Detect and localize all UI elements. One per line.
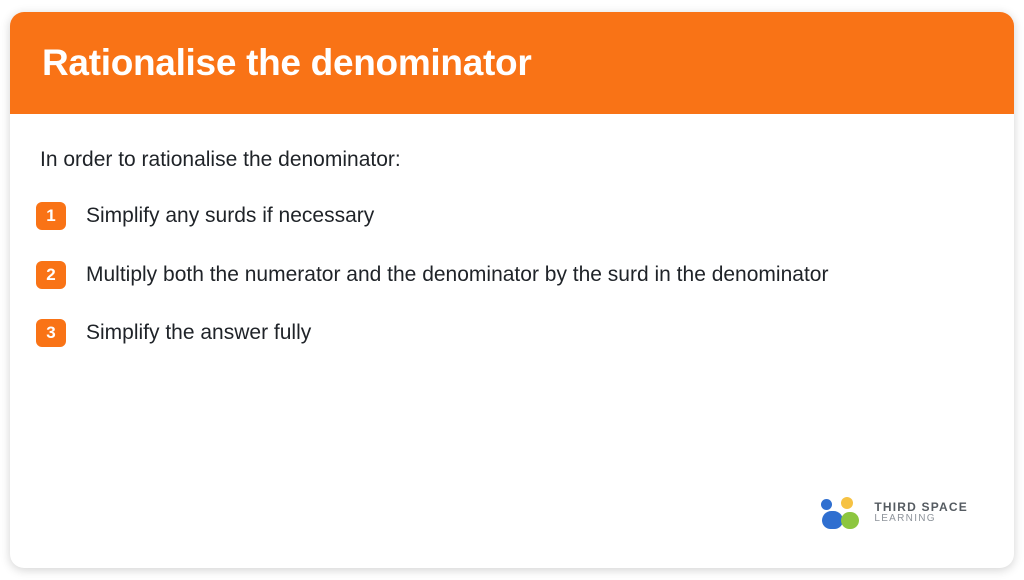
list-item: [36, 200, 974, 233]
logo-dot-blue-large-icon: [822, 511, 843, 529]
logo-line-secondary: LEARNING: [874, 513, 936, 525]
logo-mark-icon: [821, 496, 865, 530]
list-item: [36, 259, 974, 292]
brand-logo: [821, 496, 968, 530]
logo-dot-blue-small-icon: [821, 499, 832, 510]
step-text: Simplify any surds if necessary: [86, 204, 375, 227]
step-text: Multiply both the numerator and the denominator by the surd in the denominator: [86, 262, 829, 286]
step-number-badge: 1: [36, 202, 66, 230]
step-number-badge: 3: [36, 319, 66, 347]
logo-wordmark: [874, 501, 968, 524]
slide-header: [10, 12, 1014, 114]
logo-dot-green-icon: [841, 512, 859, 529]
step-text: Simplify the answer fully: [86, 321, 312, 345]
slide-body: [10, 114, 1014, 350]
list-item: [36, 317, 974, 350]
logo-line-primary: THIRD SPACE: [874, 500, 968, 515]
intro-text: In order to rationalise the denominator:: [40, 148, 401, 171]
slide-card: [10, 12, 1014, 568]
page-title: Rationalise the denominator: [42, 42, 532, 83]
step-number-badge: 2: [36, 261, 66, 289]
logo-dot-yellow-icon: [841, 497, 853, 509]
steps-list: [36, 200, 974, 350]
